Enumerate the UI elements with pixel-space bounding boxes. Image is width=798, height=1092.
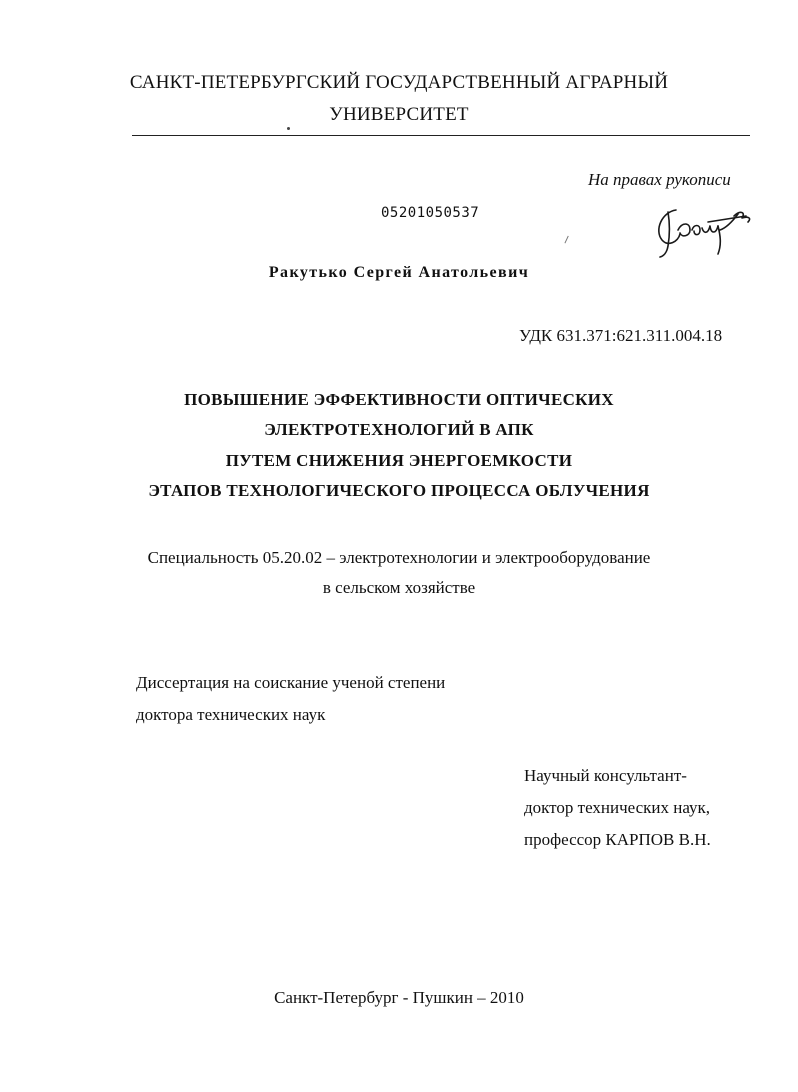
catalog-number: 05201050537: [381, 205, 480, 221]
dissertation-degree-line2: доктора технических наук: [136, 705, 326, 724]
speck-mark: [287, 127, 290, 130]
consultant-line2: доктор технических наук,: [524, 798, 711, 817]
handwritten-signature-icon: [648, 200, 758, 260]
city-year-footer: Санкт-Петербург - Пушкин – 2010: [274, 988, 524, 1007]
manuscript-note: На правах рукописи: [588, 170, 731, 189]
specialty-line2: в сельском хозяйстве: [322, 578, 476, 597]
header-divider: [132, 135, 750, 136]
consultant-line3: профессор КАРПОВ В.Н.: [524, 830, 711, 849]
author-name: Ракутько Сергей Анатольевич: [268, 264, 530, 281]
consultant-line1: Научный консультант-: [524, 766, 687, 785]
udk-code: УДК 631.371:621.311.004.18: [519, 326, 723, 345]
thesis-title-line2: ЭЛЕКТРОТЕХНОЛОГИЙ В АПК: [264, 420, 534, 439]
thesis-title-line1: ПОВЫШЕНИЕ ЭФФЕКТИВНОСТИ ОПТИЧЕСКИХ: [184, 390, 614, 409]
university-name-line1: САНКТ-ПЕТЕРБУРГСКИЙ ГОСУДАРСТВЕННЫЙ АГРАРНЫЙ: [129, 72, 669, 93]
thesis-title-line4: ЭТАПОВ ТЕХНОЛОГИЧЕСКОГО ПРОЦЕССА ОБЛУЧЕНИЯ: [148, 481, 650, 500]
pen-mark: [564, 236, 570, 245]
university-name-line2: УНИВЕРСИТЕТ: [329, 104, 469, 125]
specialty-line1: Специальность 05.20.02 – электротехнологии и электрооборудование: [147, 548, 651, 567]
dissertation-degree-line1: Диссертация на соискание ученой степени: [136, 673, 446, 692]
thesis-title-line3: ПУТЕМ СНИЖЕНИЯ ЭНЕРГОЕМКОСТИ: [225, 451, 573, 470]
